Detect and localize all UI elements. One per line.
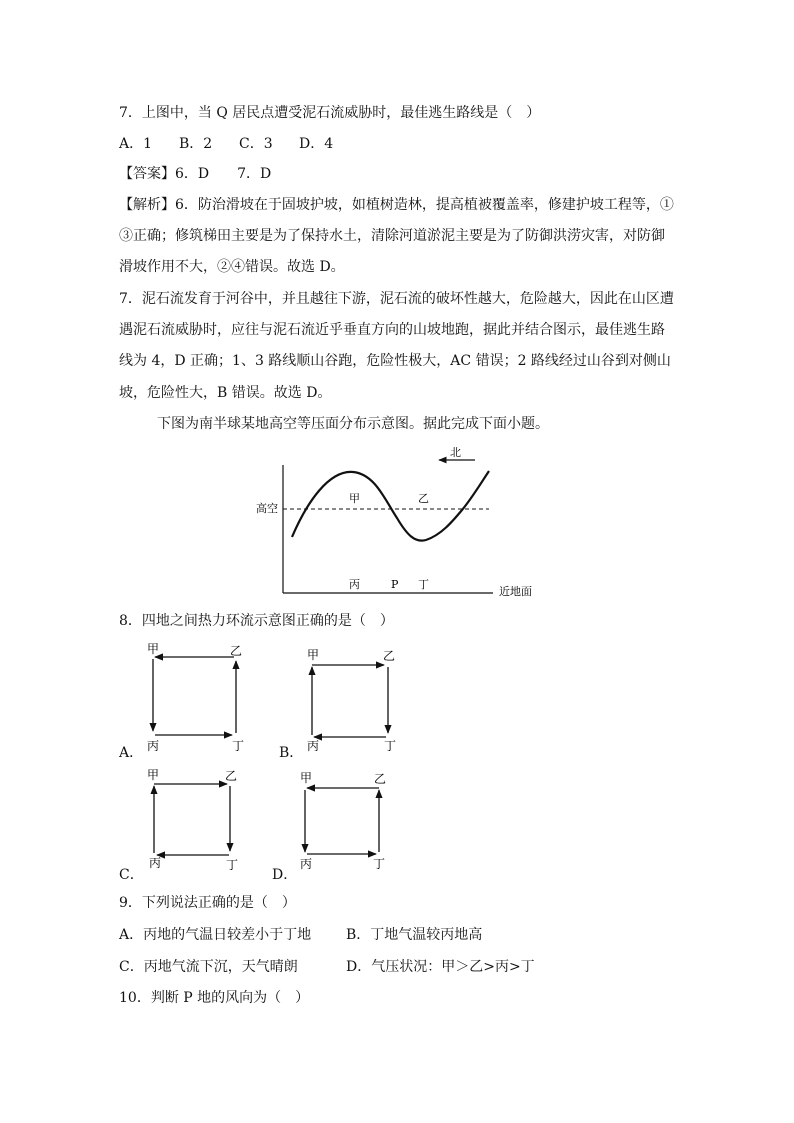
analysis-line-5: 遇泥石流威胁时，应往与泥石流近乎垂直方向的山坡地跑，据此并结合图示，最佳逃生路 <box>119 322 665 338</box>
q8-diagram-a <box>140 640 260 755</box>
label-ding: 丁 <box>232 739 245 753</box>
ground-label: 近地面 <box>499 585 532 598</box>
q7-option-c[interactable]: C．3 <box>239 136 273 152</box>
label-ding: 丁 <box>226 858 239 872</box>
q8-option-c[interactable]: C． <box>119 867 144 883</box>
q9-option-c[interactable]: C．丙地气流下沉，天气晴朗 <box>119 959 298 975</box>
figure-intro: 下图为南半球某地高空等压面分布示意图。据此完成下面小题。 <box>157 416 549 432</box>
analysis-line-1: 【解析】6．防治滑坡在于固坡护坡，如植树造林，提高植被覆盖率，修建护坡工程等，① <box>119 197 674 213</box>
q7-option-b[interactable]: B．2 <box>179 136 213 152</box>
q10-stem: 10．判断 P 地的风向为（ ） <box>119 990 310 1006</box>
q8-diagram-d <box>293 768 413 878</box>
north-label: 北 <box>450 446 461 459</box>
analysis-line-4: 7．泥石流发育于河谷中，并且越往下游，泥石流的破坏性越大，危险越大，因此在山区遭 <box>119 291 674 307</box>
isobaric-surface-curve <box>292 471 489 541</box>
q7-option-d[interactable]: D．4 <box>299 136 334 152</box>
label-bing: 丙 <box>149 856 162 870</box>
q7-options <box>119 134 333 154</box>
label-bing: 丙 <box>300 857 313 871</box>
label-jia: 甲 <box>300 771 313 785</box>
label-ding: 丁 <box>384 739 397 753</box>
point-jia-label: 甲 <box>349 492 360 505</box>
q8-diagram-c <box>140 765 260 877</box>
high-level-label: 高空 <box>256 502 278 515</box>
analysis-line-2: ③正确；修筑梯田主要是为了保持水土，清除河道淤泥主要是为了防御洪涝灾害，对防御 <box>119 228 665 244</box>
answer-line: 【答案】6．D 7．D <box>119 166 272 182</box>
label-yi: 乙 <box>374 772 387 786</box>
point-p-label: P <box>391 578 399 591</box>
label-jia: 甲 <box>307 648 320 662</box>
point-yi-label: 乙 <box>418 492 429 505</box>
q9-option-d[interactable]: D．气压状况：甲＞乙>丙>丁 <box>346 959 535 975</box>
label-bing: 丙 <box>307 739 320 753</box>
analysis-line-6: 线为 4，D 正确；1、3 路线顺山谷跑，危险性极大，AC 错误；2 路线经过山谷到对侧山 <box>119 353 671 369</box>
analysis-line-3: 滑坡作用不大，②④错误。故选 D。 <box>119 259 345 275</box>
q8-option-d[interactable]: D． <box>272 867 298 883</box>
q8-option-a[interactable]: A． <box>119 745 144 761</box>
label-jia: 甲 <box>147 768 160 782</box>
analysis-line-7: 坡，危险性大，B 错误。故选 D。 <box>119 385 332 401</box>
q8-diagram-b <box>300 645 420 757</box>
point-ding-label: 丁 <box>418 578 429 591</box>
label-yi: 乙 <box>383 649 396 663</box>
label-ding: 丁 <box>373 857 386 871</box>
q9-option-b[interactable]: B．丁地气温较丙地高 <box>346 927 483 943</box>
q8-option-b[interactable]: B． <box>279 745 304 761</box>
label-bing: 丙 <box>147 739 160 753</box>
q9-stem: 9．下列说法正确的是（ ） <box>119 895 296 911</box>
point-bing-label: 丙 <box>349 578 360 591</box>
label-yi: 乙 <box>225 769 238 783</box>
isobar-figure <box>245 440 545 605</box>
q8-stem: 8．四地之间热力环流示意图正确的是（ ） <box>119 613 394 629</box>
q7-option-a[interactable]: A．1 <box>119 136 153 152</box>
label-yi: 乙 <box>230 644 243 658</box>
label-jia: 甲 <box>147 642 160 656</box>
q7-stem: 7．上图中，当 Q 居民点遭受泥石流威胁时，最佳逃生路线是（ ） <box>119 105 541 121</box>
q9-option-a[interactable]: A．丙地的气温日较差小于丁地 <box>119 927 312 943</box>
